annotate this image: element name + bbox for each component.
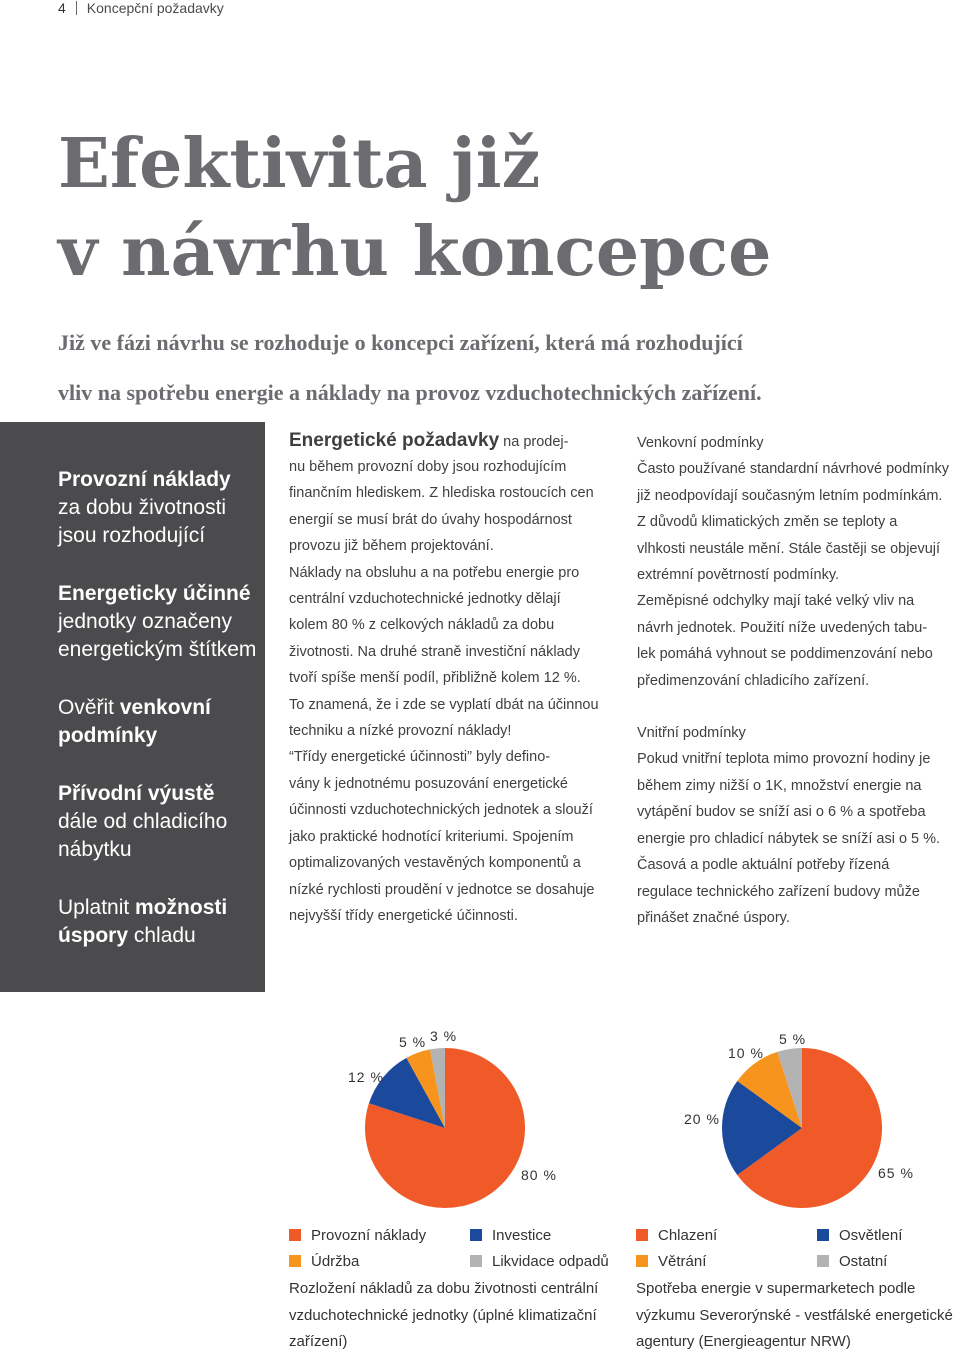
legend-swatch	[289, 1255, 301, 1267]
key-points-sidebar	[0, 422, 265, 992]
text-line: vytápění budov se sníží asi o 6 % a spotřeba	[637, 804, 926, 821]
right-column	[637, 430, 960, 931]
text-line: přinášet značné úspory.	[637, 909, 790, 926]
text-line: předimenzování chladicího zařízení.	[637, 672, 870, 689]
text-line: regulace technického zařízení budovy může	[637, 883, 920, 900]
key-point-strong: úspory	[58, 924, 129, 947]
text-line: Často používané standardní návrhové podmínky	[637, 461, 949, 478]
pie2-label-ventilation: 10 %	[728, 1045, 764, 1061]
legend-label: Osvětlení	[839, 1227, 903, 1244]
text-line: Náklady na obsluhu a na potřebu energie pro	[289, 564, 580, 581]
caption-line: agentury (Energieagentur NRW)	[636, 1333, 851, 1350]
key-point-strong: možnosti	[135, 896, 228, 919]
key-point-line: nábytku	[58, 838, 132, 861]
section-name: Koncepční požadavky	[86, 0, 224, 16]
key-point-strong: Přívodní výustě	[58, 782, 215, 805]
key-point-supply-outlets	[58, 780, 263, 864]
subtitle-line-1: Již ve fázi návrhu se rozhoduje o koncepci zařízení, která má rozhodující	[58, 330, 743, 355]
pie2-label-lighting: 20 %	[684, 1111, 720, 1127]
pie-2-slices	[722, 1048, 882, 1208]
legend-item	[636, 1253, 706, 1270]
key-point-strong: Energeticky účinné	[58, 582, 251, 605]
header-divider	[76, 1, 77, 15]
text-line: finančním hlediskem. Z hlediska rostoucích cen	[289, 485, 594, 502]
pie2-label-other: 5 %	[779, 1031, 807, 1047]
key-point-cooling-savings	[58, 894, 263, 950]
legend-swatch	[470, 1229, 482, 1241]
text-line: nejvyšší třídy energetické účinnosti.	[289, 907, 518, 924]
page-subtitle	[58, 318, 938, 418]
text-line: “Třídy energetické účinnosti” byly defino-	[289, 749, 551, 766]
text-line: Zeměpisné odchylky mají také velký vliv na	[637, 593, 915, 610]
pie1-label-maintenance: 5 %	[399, 1034, 427, 1050]
page-number: 4	[58, 0, 66, 16]
legend-label: Větrání	[658, 1253, 707, 1270]
key-point-text: Ověřit	[58, 696, 120, 719]
key-point-line: jsou rozhodující	[58, 524, 206, 547]
energy-requirements-heading-rest: na prodej-	[499, 434, 569, 450]
legend-swatch	[636, 1229, 648, 1241]
middle-text-body	[289, 454, 629, 929]
legend-swatch	[817, 1229, 829, 1241]
legend-item	[470, 1253, 609, 1270]
text-line: účinnosti vzduchotechnických jednotek a slouží	[289, 802, 593, 819]
text-line: Z důvodů klimatických změn se teploty a	[637, 514, 898, 531]
spacer	[637, 694, 960, 720]
text-line: během zimy nižší o 1K, množství energie na	[637, 777, 922, 794]
text-line: techniku a nízké provozní náklady!	[289, 723, 512, 740]
caption-line: výzkumu Severorýnské - vestfálské energetické	[636, 1306, 953, 1324]
text-line: energií se musí brát do úvahy hospodárnost	[289, 511, 572, 528]
legend-swatch	[817, 1255, 829, 1267]
legend-swatch	[636, 1255, 648, 1267]
caption-line: Rozložení nákladů za dobu životnosti centrální	[289, 1280, 599, 1297]
legend-item	[289, 1253, 359, 1270]
caption-line: vzduchotechnické jednotky (úplné klimatizační	[289, 1306, 597, 1324]
key-point-line: za dobu životnosti	[58, 496, 227, 519]
text-line: Pokud vnitřní teplota mimo provozní hodiny je	[637, 751, 931, 768]
text-line: extrémní povětrností podmínky.	[637, 567, 840, 584]
key-point-outdoor-conditions	[58, 694, 263, 750]
legend-label: Ostatní	[839, 1253, 888, 1270]
key-point-strong: venkovní	[119, 696, 211, 719]
pie1-label-operating: 80 %	[521, 1167, 557, 1183]
outdoor-conditions-heading: Venkovní podmínky	[637, 435, 764, 451]
legend-label: Provozní náklady	[311, 1227, 427, 1244]
legend-item	[470, 1227, 551, 1244]
key-point-text: chladu	[128, 924, 196, 947]
energy-requirements-heading: Energetické požadavky	[289, 430, 500, 451]
subtitle-line-2: vliv na spotřebu energie a náklady na provoz vzduchotechnických zařízení.	[58, 380, 762, 405]
text-line: centrální vzduchotechnické jednotky dělají	[289, 591, 561, 608]
pie2-label-cooling: 65 %	[878, 1165, 914, 1181]
key-point-line: jednotky označeny	[58, 610, 232, 633]
text-line: lek pomáhá vyhnout se poddimenzování nebo	[637, 646, 933, 663]
key-point-strong: podmínky	[58, 724, 158, 747]
key-point-strong: Provozní náklady	[58, 468, 231, 491]
legend-label: Údržba	[311, 1253, 360, 1270]
pie1-label-investment: 12 %	[348, 1069, 384, 1085]
text-line: vlhkosti neustále mění. Stále častěji se objevují	[637, 540, 941, 557]
text-line: provozu již během projektování.	[289, 538, 494, 555]
text-line: životnosti. Na druhé straně investiční náklady	[289, 643, 580, 660]
text-line: kolem 80 % z celkových nákladů za dobu	[289, 617, 555, 634]
legend-swatch	[470, 1255, 482, 1267]
indoor-conditions-heading: Vnitřní podmínky	[637, 725, 746, 742]
legend-swatch	[289, 1229, 301, 1241]
pie1-label-disposal: 3 %	[430, 1028, 458, 1044]
key-point-operating-costs	[58, 466, 263, 550]
title-line-2: v návrhu koncepce	[58, 212, 772, 292]
page-header	[58, 0, 224, 16]
text-line: vány k jednotnému posuzování energetické	[289, 775, 568, 792]
key-point-line: dále od chladicího	[58, 810, 228, 833]
pie2-caption	[636, 1276, 960, 1356]
outdoor-conditions-text	[637, 456, 960, 694]
key-point-line: energetickým štítkem	[58, 638, 257, 661]
title-line-1: Efektivita již	[58, 124, 541, 204]
legend-label: Chlazení	[658, 1227, 718, 1244]
text-line: optimalizovaných vestavěných komponentů a	[289, 855, 581, 872]
text-line: Časová a podle aktuální potřeby řízená	[637, 857, 890, 874]
pie-1-slices	[365, 1048, 525, 1208]
middle-column	[289, 426, 629, 929]
page-title	[58, 120, 771, 296]
text-line: nízké rychlosti proudění v jednotce se dosahuje	[289, 881, 595, 898]
text-line: jako praktické hodnotící kriteriumi. Spojením	[289, 828, 574, 845]
legend-label: Investice	[492, 1227, 552, 1244]
caption-line: Spotřeba energie v supermarketech podle	[636, 1280, 916, 1297]
text-line: nu během provozní doby jsou rozhodujícím	[289, 459, 567, 475]
legend-item	[636, 1227, 717, 1244]
legend-item	[817, 1227, 902, 1244]
pie1-caption	[289, 1276, 629, 1356]
text-line: návrh jednotek. Použití níže uvedených tabu-	[637, 619, 928, 636]
caption-line: zařízení)	[289, 1333, 348, 1350]
legend-item	[817, 1253, 887, 1270]
text-line: již neodpovídají současným letním podmínkám.	[637, 487, 943, 504]
legend-label: Likvidace odpadů	[492, 1253, 609, 1270]
text-line: To znamená, že i zde se vyplatí dbát na účinnou	[289, 696, 599, 713]
key-point-energy-label	[58, 580, 263, 664]
legend-item	[289, 1227, 426, 1244]
text-line: tvoří spíše menší podíl, přibližně kolem 12 %.	[289, 670, 581, 687]
key-point-text: Uplatnit	[58, 896, 136, 919]
indoor-conditions-text	[637, 746, 960, 931]
text-line: energie pro chladicí nábytek se sníží asi o 5 %.	[637, 830, 941, 847]
